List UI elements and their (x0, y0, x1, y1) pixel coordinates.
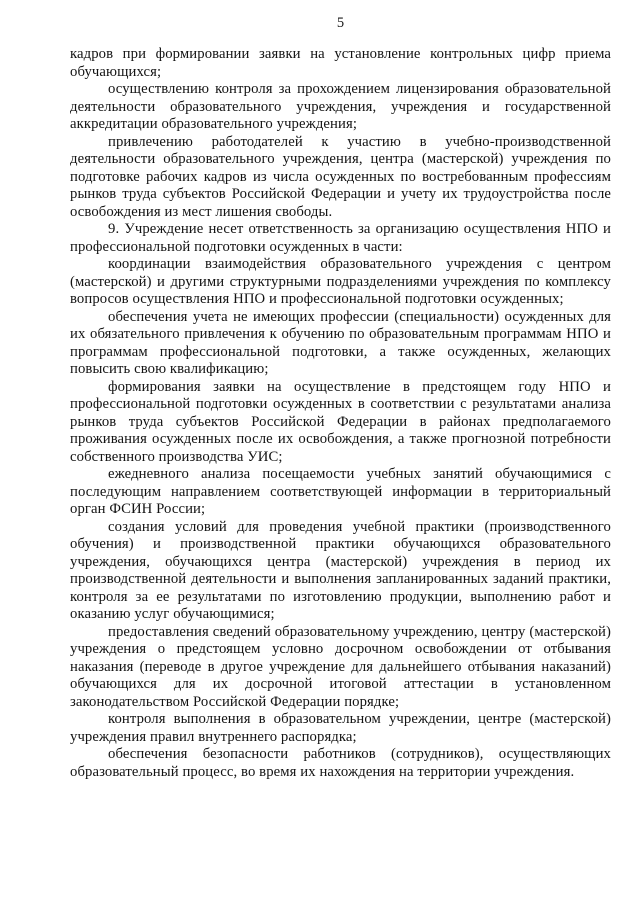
paragraph: осуществлению контроля за прохождением лицензирования образовательной деятельности образовательного учреждения, учреждения и государственной аккредитации образовательного учреждения; (70, 81, 611, 132)
paragraph: создания условий для проведения учебной практики (производственного обучения) и производственной практики обучающихся образовательного учреждения, обучающихся центра (мастерской) учреждения в период их производственной деятельности и выполнения запланированных заданий практики, контроля за ее результатами по изготовлению продукции, выполнению работ и оказанию услуг обучающимися; (70, 518, 611, 622)
paragraph: контроля выполнения в образовательном учреждении, центре (мастерской) учреждения правил внутреннего распорядка; (70, 711, 611, 745)
paragraph: привлечению работодателей к участию в учебно-производственной деятельности образовательного учреждения, центра (мастерской) учреждения по подготовке рабочих кадров из числа осужденных по востребованным профессиям рынков труда субъектов Российской Федерации и учету их трудоустройства после освобождения из мест лишения свободы. (70, 133, 611, 220)
paragraph: предоставления сведений образовательному учреждению, центру (мастерской) учреждения о предстоящем условно досрочном освобождении от отбывания наказания (переводе в другое учреждение для дальнейшего отбывания наказаний) обучающихся для их досрочной итоговой аттестации в установленном законодательством Российской Федерации порядке; (70, 623, 611, 710)
paragraph: обеспечения безопасности работников (сотрудников), осуществляющих образовательный процесс, во время их нахождения на территории учреждения. (70, 746, 611, 780)
paragraph: кадров при формировании заявки на установление контрольных цифр приема обучающихся; (70, 46, 611, 80)
paragraph: координации взаимодействия образовательного учреждения с центром (мастерской) и другими структурными подразделениями учреждения по комплексу вопросов осуществления НПО и профессиональной подготовки осужденных; (70, 256, 611, 307)
paragraph: 9. Учреждение несет ответственность за организацию осуществления НПО и профессиональной подготовки осужденных в части: (70, 221, 611, 255)
paragraph: формирования заявки на осуществление в предстоящем году НПО и профессиональной подготовки осужденных в соответствии с результатами анализа рынков труда субъектов Российской Федерации в районах предполагаемого проживания осужденных после их освобождения, а также прогнозной потребности собственного производства УИС; (70, 378, 611, 465)
document-body (70, 46, 611, 781)
paragraph: обеспечения учета не имеющих профессии (специальности) осужденных для их обязательного привлечения к обучению по образовательным программам НПО и программам профессиональной подготовки, а также осужденных, желающих повысить свою квалификацию; (70, 308, 611, 377)
paragraph: ежедневного анализа посещаемости учебных занятий обучающимися с последующим направлением соответствующей информации в территориальный орган ФСИН России; (70, 466, 611, 517)
page-number: 5 (336, 15, 345, 31)
